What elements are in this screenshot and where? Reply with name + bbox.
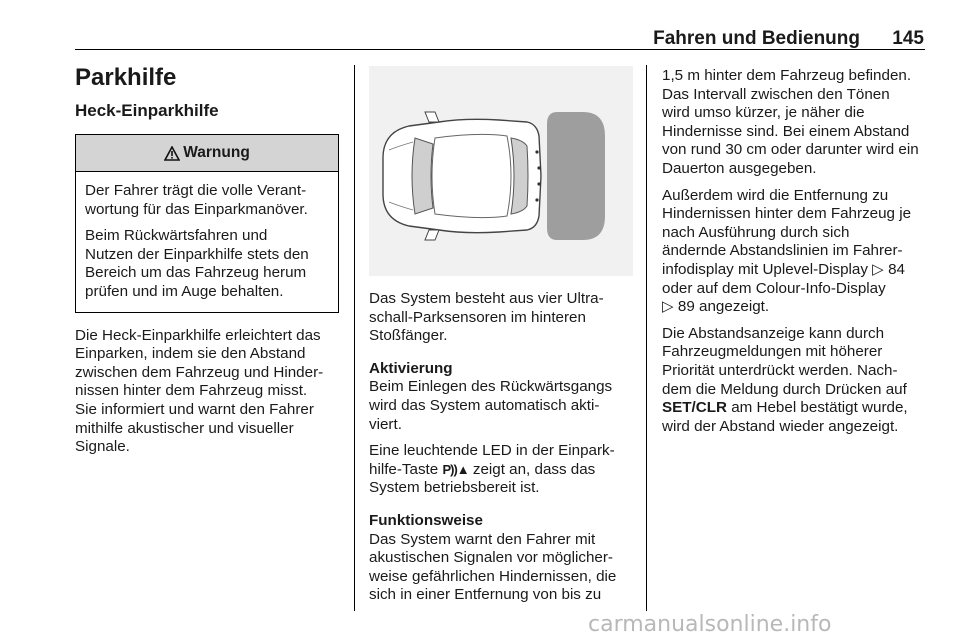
text-line: Die Heck-Einparkhilfe erleichtert das [75,326,321,344]
text-line: Eine leuchtende LED in der Einpark- [369,442,615,460]
text-line: Das System besteht aus vier Ultra- [369,290,604,307]
intro-paragraph [75,327,339,457]
warning-body [76,172,338,312]
text-line [662,399,930,418]
interval-paragraph [662,67,930,179]
set-clr-label: SET/CLR [662,399,727,417]
text-line: Das Intervall zwischen den Tönen [662,85,890,103]
text-line: System betriebsbereit ist. [369,479,540,497]
suppression-paragraph [662,325,930,437]
text-line: nissen hinter dem Fahrzeug misst. [75,382,308,400]
left-column [75,64,339,465]
text-line [662,261,930,280]
text-line: wird das System automatisch akti- [369,396,600,414]
page-header-title: Fahren und Bedienung [653,28,860,49]
section-title: Parkhilfe [75,64,177,91]
function-section [369,512,635,605]
text-fragment: infodisplay mit Uplevel-Display [662,260,873,278]
column-divider-2 [646,65,647,611]
warning-label: Warnung [183,143,250,161]
text-line: mithilfe akustischer und visueller [75,419,294,437]
header-rule [75,49,925,50]
text-fragment: angezeigt. [694,298,770,316]
text-line: 1,5 m hinter dem Fahrzeug befinden. [662,67,912,84]
warning-paragraph-2 [85,227,329,301]
text-line: Der Fahrer trägt die volle Verant- [85,182,307,199]
text-line: wird der Abstand wieder angezeigt. [662,417,899,435]
text-line: Einparken, indem sie den Abstand [75,345,306,363]
text-line: sich in einer Entfernung von bis zu [369,586,602,604]
text-line: wird umso kürzer, je näher die [662,104,865,122]
text-line: Beim Rückwärtsfahren und [85,227,268,245]
text-line: Priorität unterdrückt werden. Nach- [662,361,898,379]
section-subtitle: Heck-Einparkhilfe [75,101,219,120]
text-line: Dauerton ausgegeben. [662,159,817,177]
text-line: schall-Parksensoren im hinteren [369,308,586,326]
text-line: akustischen Signalen vor möglicher- [369,549,613,567]
text-line: Hindernisse sind. Bei einem Abstand [662,122,910,140]
activation-section [369,360,635,434]
activation-heading: Aktivierung [369,359,453,377]
page-reference: 89 [677,298,695,316]
text-line: dem die Meldung durch Drücken auf [662,380,907,398]
text-line: viert. [369,415,402,433]
text-line: Stoßfänger. [369,327,448,345]
text-line: Sie informiert und warnt den Fahrer [75,400,314,418]
text-fragment: zeigt an, dass das [468,460,596,478]
warning-triangle-icon [164,146,180,161]
system-description [369,290,635,346]
right-column [662,67,930,444]
page-number: 145 [892,28,924,49]
text-line: nach Ausführung durch sich [662,223,850,241]
text-line: Die Abstandsanzeige kann durch [662,324,885,342]
page-reference-arrow-icon: ▷ [662,298,678,316]
text-line: prüfen und im Auge behalten. [85,282,284,300]
text-line: wortung für das Einparkmanöver. [85,200,308,218]
text-line: von rund 30 cm oder darunter wird ein [662,141,919,159]
text-line: Das System warnt den Fahrer mit [369,530,596,548]
parking-sensor-illustration [369,66,633,276]
warning-header [76,135,338,172]
text-line [369,461,635,480]
text-line [662,298,930,317]
text-line: Bereich um das Fahrzeug herum [85,264,307,282]
park-assist-button-icon: P))▲ [442,461,469,477]
column-divider-1 [354,65,355,611]
text-fragment: am Hebel bestätigt wurde, [726,399,908,417]
text-line: weise gefährlichen Hindernissen, die [369,567,617,585]
car-top-view-illustration [369,66,633,276]
text-line: Signale. [75,438,130,456]
warning-paragraph-1 [85,182,329,219]
watermark: carmanualsonline.info [588,612,832,637]
text-fragment: hilfe-Taste [369,460,443,478]
text-line: oder auf dem Colour-Info-Display [662,279,886,297]
led-paragraph [369,442,635,498]
middle-column [369,66,635,613]
warning-box [75,134,339,313]
text-line: Hindernissen hinter dem Fahrzeug je [662,205,912,223]
text-line: Außerdem wird die Entfernung zu [662,186,889,204]
text-line: Beim Einlegen des Rückwärtsgangs [369,378,613,396]
text-line: ändernde Abstandslinien im Fahrer- [662,242,903,260]
display-paragraph [662,187,930,317]
function-heading: Funktionsweise [369,511,483,529]
page-reference-arrow-icon: ▷ [872,260,889,278]
page-reference: 84 [888,260,905,278]
text-line: zwischen dem Fahrzeug und Hinder- [75,363,324,381]
text-line: Nutzen der Einparkhilfe stets den [85,245,309,263]
text-line: Fahrzeugmeldungen mit höherer [662,343,883,361]
